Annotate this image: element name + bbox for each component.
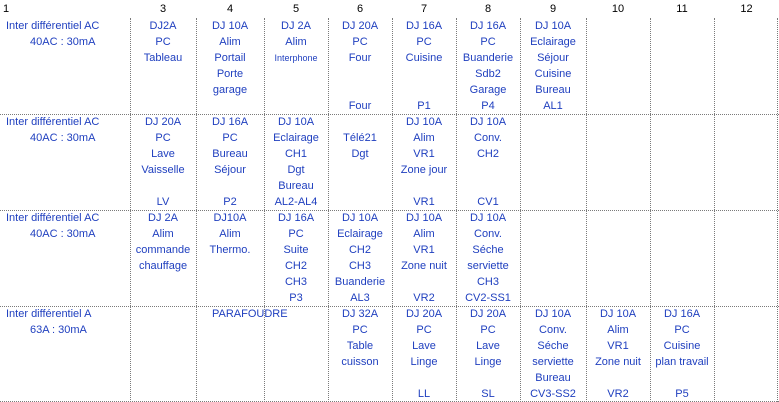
circuit-line: PC bbox=[416, 36, 432, 48]
circuit-line: DJ2A bbox=[149, 20, 177, 32]
circuit-line bbox=[456, 370, 520, 386]
circuit-cell bbox=[392, 114, 456, 210]
circuit-line: Zone nuit bbox=[401, 260, 447, 272]
circuit-line: DJ 10A bbox=[599, 308, 637, 320]
column-header: 10 bbox=[611, 3, 625, 15]
circuit-line: Alim bbox=[219, 36, 241, 48]
circuit-line: DJ 16A bbox=[277, 212, 315, 224]
circuit-cell bbox=[650, 306, 714, 402]
circuit-line: DJ 10A bbox=[405, 116, 443, 128]
circuit-line: VR2 bbox=[607, 388, 629, 400]
circuit-line: Eclairage bbox=[530, 36, 576, 48]
circuit-line: Tableau bbox=[143, 52, 183, 64]
differential-switch-label bbox=[6, 114, 99, 146]
circuit-cell bbox=[392, 306, 456, 402]
differential-switch-label bbox=[6, 18, 99, 50]
circuit-line bbox=[650, 370, 714, 386]
circuit-line: CV2-SS1 bbox=[465, 292, 511, 304]
circuit-line: CV3-SS2 bbox=[530, 388, 576, 400]
circuit-line: chauffage bbox=[138, 260, 188, 272]
circuit-line: Zone nuit bbox=[595, 356, 641, 368]
circuit-cell bbox=[264, 210, 328, 306]
circuit-line: DJ 10A bbox=[211, 20, 249, 32]
circuit-line: Séjour bbox=[214, 164, 246, 176]
circuit-line: Séjour bbox=[537, 52, 569, 64]
column-header: 11 bbox=[676, 3, 688, 15]
circuit-line bbox=[392, 66, 456, 82]
circuit-cell bbox=[392, 210, 456, 306]
circuit-line: PC bbox=[155, 36, 171, 48]
circuit-line: PC bbox=[480, 324, 496, 336]
circuit-line: P4 bbox=[481, 100, 495, 112]
circuit-line bbox=[456, 178, 520, 194]
circuit-line: AL1 bbox=[543, 100, 563, 112]
circuit-line: Four bbox=[348, 100, 372, 112]
circuit-line: DJ 32A bbox=[341, 308, 379, 320]
circuit-line: garage bbox=[212, 84, 248, 96]
circuit-line: Alim bbox=[413, 132, 435, 144]
differential-switch-label bbox=[6, 210, 99, 242]
circuit-cell bbox=[264, 114, 328, 210]
circuit-line: Conv. bbox=[539, 324, 567, 336]
circuit-line: PC bbox=[416, 324, 432, 336]
circuit-line: Dgt bbox=[287, 164, 305, 176]
circuit-line: DJ 2A bbox=[148, 212, 178, 224]
differential-rating: 40AC : 30mA bbox=[30, 36, 96, 48]
circuit-line: Lave bbox=[151, 148, 175, 160]
circuit-cell bbox=[196, 210, 264, 306]
circuit-line: DJ 10A bbox=[534, 308, 572, 320]
circuit-line: DJ 16A bbox=[469, 20, 507, 32]
circuit-line: Linge bbox=[474, 356, 502, 368]
circuit-line bbox=[392, 82, 456, 98]
circuit-line: DJ 10A bbox=[469, 116, 507, 128]
circuit-line: LL bbox=[417, 388, 431, 400]
circuit-cell bbox=[130, 114, 196, 210]
differential-title: Inter différentiel A bbox=[6, 308, 92, 320]
circuit-line: Séche bbox=[472, 244, 504, 256]
column-header: 6 bbox=[356, 3, 364, 15]
circuit-cell bbox=[196, 114, 264, 210]
column-header: 3 bbox=[159, 3, 167, 15]
circuit-line: DJ 10A bbox=[469, 212, 507, 224]
circuit-line: Interphone bbox=[274, 53, 318, 63]
circuit-line: Buanderie bbox=[334, 276, 386, 288]
differential-switch-label bbox=[6, 306, 91, 338]
circuit-line: DJ 20A bbox=[469, 308, 507, 320]
circuit-line bbox=[328, 66, 392, 82]
circuit-cell bbox=[456, 306, 520, 402]
circuit-line bbox=[392, 274, 456, 290]
circuit-line: Vaisselle bbox=[141, 164, 185, 176]
circuit-line: DJ 10A bbox=[534, 20, 572, 32]
circuit-cell bbox=[328, 18, 392, 114]
circuit-line: PC bbox=[674, 324, 690, 336]
circuit-line: PC bbox=[222, 132, 238, 144]
circuit-line: Cuisine bbox=[534, 68, 572, 80]
circuit-cell bbox=[264, 18, 328, 114]
circuit-cell bbox=[130, 210, 196, 306]
circuit-cell bbox=[520, 18, 586, 114]
circuit-line bbox=[392, 178, 456, 194]
circuit-line: Lave bbox=[412, 340, 436, 352]
circuit-line: VR1 bbox=[413, 244, 435, 256]
circuit-line: DJ 20A bbox=[144, 116, 182, 128]
circuit-line: P2 bbox=[223, 196, 237, 208]
circuit-line: VR2 bbox=[413, 292, 435, 304]
circuit-line: serviette bbox=[532, 356, 574, 368]
circuit-line: Alim bbox=[607, 324, 629, 336]
circuit-line: DJ 16A bbox=[663, 308, 701, 320]
circuit-line: Zone jour bbox=[400, 164, 448, 176]
circuit-line: Bureau bbox=[535, 84, 571, 96]
circuit-line: CH3 bbox=[284, 276, 307, 288]
circuit-line: LV bbox=[156, 196, 170, 208]
circuit-line bbox=[328, 114, 392, 130]
circuit-line: DJ 16A bbox=[211, 116, 249, 128]
circuit-table bbox=[0, 18, 779, 402]
circuit-line: PC bbox=[480, 36, 496, 48]
circuit-line: Dgt bbox=[351, 148, 369, 160]
circuit-line: Thermo. bbox=[209, 244, 251, 256]
circuit-line: DJ 2A bbox=[281, 20, 311, 32]
circuit-cell bbox=[586, 306, 650, 402]
circuit-line: P3 bbox=[289, 292, 303, 304]
circuit-line: Bureau bbox=[212, 148, 248, 160]
circuit-cell bbox=[520, 306, 586, 402]
circuit-line bbox=[456, 162, 520, 178]
circuit-line: Bureau bbox=[278, 180, 314, 192]
column-header: 8 bbox=[484, 3, 492, 15]
circuit-cell bbox=[456, 210, 520, 306]
differential-rating: 63A : 30mA bbox=[30, 324, 87, 336]
circuit-line: DJ 10A bbox=[277, 116, 315, 128]
circuit-line bbox=[130, 178, 196, 194]
circuit-cell bbox=[196, 18, 264, 114]
circuit-line: plan travail bbox=[655, 356, 709, 368]
circuit-line: Bureau bbox=[535, 372, 571, 384]
circuit-line: Conv. bbox=[474, 132, 502, 144]
circuit-line: commande bbox=[135, 244, 191, 256]
column-header: 4 bbox=[226, 3, 234, 15]
column-header: 12 bbox=[740, 3, 753, 15]
differential-title: Inter différentiel AC bbox=[6, 20, 100, 32]
circuit-line: Alim bbox=[219, 228, 241, 240]
circuit-line: AL2-AL4 bbox=[274, 196, 318, 208]
circuit-line: Four bbox=[348, 52, 372, 64]
circuit-line: AL3 bbox=[350, 292, 370, 304]
circuit-line: PC bbox=[288, 228, 304, 240]
column-header: 9 bbox=[549, 3, 557, 15]
differential-title: Inter différentiel AC bbox=[6, 116, 100, 128]
circuit-line: PC bbox=[352, 324, 368, 336]
column-header: 7 bbox=[420, 3, 428, 15]
circuit-line: VR1 bbox=[413, 196, 435, 208]
circuit-line: Table bbox=[346, 340, 374, 352]
circuit-line: Eclairage bbox=[337, 228, 383, 240]
circuit-line: Garage bbox=[469, 84, 507, 96]
circuit-cell bbox=[328, 210, 392, 306]
circuit-cell bbox=[392, 18, 456, 114]
circuit-line: cuisson bbox=[341, 356, 379, 368]
circuit-line: Conv. bbox=[474, 228, 502, 240]
differential-rating: 40AC : 30mA bbox=[30, 132, 96, 144]
circuit-line: PC bbox=[155, 132, 171, 144]
circuit-line bbox=[196, 178, 264, 194]
circuit-cell bbox=[130, 18, 196, 114]
circuit-line: P5 bbox=[675, 388, 689, 400]
circuit-line: Alim bbox=[285, 36, 307, 48]
circuit-line: Séche bbox=[537, 340, 569, 352]
circuit-line: DJ 10A bbox=[405, 212, 443, 224]
circuit-line: CH1 bbox=[284, 148, 307, 160]
circuit-cell bbox=[456, 18, 520, 114]
circuit-line: Alim bbox=[152, 228, 174, 240]
circuit-line: Buanderie bbox=[462, 52, 514, 64]
circuit-line: Cuisine bbox=[405, 52, 443, 64]
circuit-line: Portail bbox=[214, 52, 246, 64]
circuit-line: Lave bbox=[476, 340, 500, 352]
differential-rating: 40AC : 30mA bbox=[30, 228, 96, 240]
circuit-line: serviette bbox=[467, 260, 509, 272]
circuit-line: CH3 bbox=[348, 260, 371, 272]
circuit-line: Sdb2 bbox=[475, 68, 501, 80]
circuit-line: Cuisine bbox=[663, 340, 701, 352]
circuit-line: DJ 10A bbox=[341, 212, 379, 224]
circuit-line: CV1 bbox=[477, 196, 499, 208]
circuit-line: VR1 bbox=[607, 340, 629, 352]
circuit-line: CH2 bbox=[348, 244, 371, 256]
circuit-line: Porte bbox=[216, 68, 244, 80]
circuit-line: Linge bbox=[410, 356, 438, 368]
circuit-cell bbox=[456, 114, 520, 210]
circuit-line: Eclairage bbox=[273, 132, 319, 144]
differential-title: Inter différentiel AC bbox=[6, 212, 100, 224]
circuit-line bbox=[392, 370, 456, 386]
circuit-line: CH2 bbox=[476, 148, 499, 160]
circuit-line: DJ 20A bbox=[341, 20, 379, 32]
circuit-line: DJ 16A bbox=[405, 20, 443, 32]
column-header: 1 bbox=[2, 3, 10, 15]
circuit-cell bbox=[328, 114, 392, 210]
circuit-line: Alim bbox=[413, 228, 435, 240]
circuit-line: Télé21 bbox=[343, 132, 377, 144]
circuit-cell bbox=[328, 306, 392, 402]
circuit-line: PC bbox=[352, 36, 368, 48]
circuit-line bbox=[328, 82, 392, 98]
surge-protector-label: PARAFOUDRE bbox=[212, 308, 288, 320]
circuit-line: DJ 20A bbox=[405, 308, 443, 320]
circuit-line: DJ10A bbox=[213, 212, 247, 224]
circuit-line: VR1 bbox=[413, 148, 435, 160]
circuit-line: Suite bbox=[283, 244, 309, 256]
circuit-line: CH3 bbox=[476, 276, 499, 288]
circuit-line bbox=[586, 370, 650, 386]
circuit-line: P1 bbox=[417, 100, 431, 112]
column-header: 5 bbox=[292, 3, 300, 15]
circuit-line: SL bbox=[481, 388, 495, 400]
circuit-line: CH2 bbox=[284, 260, 307, 272]
